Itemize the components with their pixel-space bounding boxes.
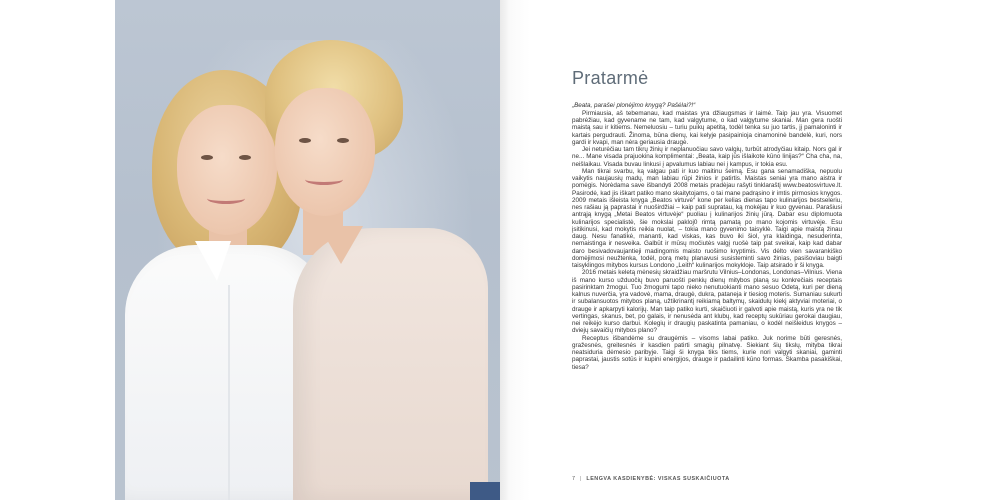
eye	[201, 155, 213, 160]
shirt-collar	[195, 241, 231, 281]
paragraph: Jei neturėčiau tam tikrų žinių ir neplanuočiau savo valgių, turbūt atrodyčiau kitaip. Nors gal ir ne... Mane visada prajuokina komplimentai: „Beata, kaip jūs išlaikote kūno linijas?“ Cha cha, na, neišlaikau. Visada buvau linkusi į apvalumus labiau nei į kampus, ir tokia esu.	[572, 146, 842, 168]
portrait-photo	[115, 0, 500, 500]
book-title: LENGVA KASDIENYBĖ: VISKAS SUSKAIČIUOTA	[586, 476, 730, 482]
footer-separator: |	[580, 476, 582, 482]
shirt-placket	[228, 285, 230, 500]
page-footer	[572, 476, 730, 482]
eye	[299, 138, 311, 143]
smile	[305, 174, 343, 185]
woman-left-face	[177, 105, 277, 235]
smile	[207, 193, 245, 204]
top-neckline	[319, 226, 363, 264]
eye	[337, 138, 349, 143]
woman-right-face	[275, 88, 375, 216]
opening-quote: „Beata, parašei plonėjimo knygą? Pašėlai?!“	[572, 102, 696, 109]
paragraph: Man tikrai svarbu, ką valgau pati ir kuo maitinu šeimą. Esu gana senamadiška, nepuolu vaikytis naujausių madų, man labiau rūpi žinios ir patirtis. Maistas seniai yra mano aistra ir pomėgis. Norėdama save išbandyti 2008 metais pradėjau rašyti tinklaraštį www.beatosvirtuve.lt. Pasirodė, kad jis iškart patiko mano skaitytojams, o tai mane padrąsino ir imtis pirmosios knygos. 2009 metais išleista knyga „Beatos virtuvė“ kone per kelias dienas tapo kulinarijos bestseleriu, nes rašiau ją paprastai ir nuoširdžiai – kaip pati supratau, ką mokėjau ir kuo gyvenau. Parašiusi antrąją knygą „Metai Beatos virtuvėje“ puoliau į kulinarijos žinių jūrą. Dabar esu diplomuota kulinarijos specialistė, šie mokslai pakloj0 rimtą pamatą po mano kojomis virtuvėje. Esu įsitikinusi, kad mokytis reikia nuolat, – tokia mano gyvenimo taisyklė. Taigi apie maistą žinau daug. Nesu fanatikė, mananti, kad viskas, kas buvo iki šiol, yra klaidinga, nesuderinta, nemaistinga ir nesveika. Galbūt ir mūsų močiutės valgį ruošė taip pat sveikai, kaip kad dabar daro besivadovaujantieji madingomis maisto ruošimo kryptimis. Vis dėlto vien savarankiško domėjimosi neužtenka, todėl, porą metų planavusi susisteminti savo žinias, pasišoviau baigti taisyklingos mitybos kursus Londono „Leith“ kulinarijos mokykloje. Taip atsirado ir ši knyga.	[572, 167, 842, 270]
page-title: Pratarmė	[572, 68, 649, 88]
paragraph: Pirmiausia, aš tebemanau, kad maistas yra džiaugsmas ir laimė. Taip jau yra. Visuomet pabrėžiau, kad gyvename ne tam, kad valgytume, o kad valgytume skaniai. Man gera ruošti maistą sau ir kitiems. Nemeluosiu – turiu puikų apetitą, todėl tenka su juo tartis, jį pamaloninti ir kartais pergudrauti. Žinoma, būna dienų, kai kelyje pasipainioja cinamoninė bandelė, kuri, nors gardi ir kvapi, man nėra geriausia draugė.	[572, 109, 842, 146]
preface-text	[572, 102, 842, 371]
page-number: 7	[572, 476, 575, 482]
paragraph: Receptus išbandėme su draugėmis – visoms labai patiko. Juk norime būti geresnės, gražesnės, greitesnės ir kasdien patirti smagių pilnatvę. Siekiant šių tikslų, mityba tikrai neatsiduria dėmesio paribyje. Taigi ši knyga tiks tiems, kurie nori valgyti skaniai, gaminti paprastai, jaustis sotūs ir kupini energijos, drauge ir padailinti kūno formas. Skamba pasakiškai, tiesa?	[572, 334, 842, 371]
paragraph: 2016 metais keletą mėnesių skraidžiau maršrutu Vilnius–Londonas, Londonas–Vilnius. Viena iš mano kurso užduočių buvo paruošti penkių dienų mitybos planą su konkrečiais receptais pasirinktam žmogui. Tuo žmogumi tapo nieko nenutuokianti mano sesuo Odetą, kuri per dieną kalnus nuverčia, yra vadovė, mama, draugė, dukra, pataneja ir tiesiog moteris. Sumaniau sukurti ir subalansuotos mitybos planą, užtikrinantį reikiamą baltymų, skaidulų kiekį aktyviai moteriai, o drauge ir apkarpyti kalorijų. Man taip patiko kurti, skaičiuoti ir galvoti apie maistą, kuris yra ne tik vertingas, skanus, bet, po galais, ir nenusėda ant klubų, kad receptų sukūriau gerokai daugiau, nei reikėjo kurso darbui. Kolegių ir draugių paskatinta pamaniau, o kodėl neišleidus knygos – dviejų savaičių mitybos plano?	[572, 269, 842, 335]
eye	[239, 155, 251, 160]
jeans	[470, 482, 500, 500]
right-page	[500, 0, 1000, 500]
woman-right-beige-top	[293, 228, 488, 500]
